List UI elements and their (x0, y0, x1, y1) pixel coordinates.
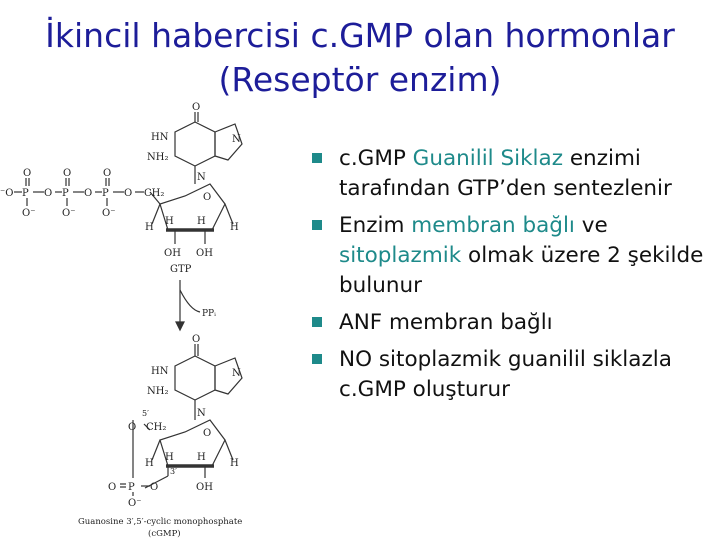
gtp-ring-o-label: O (203, 192, 212, 203)
slide-title (0, 14, 720, 102)
bullet-highlight-text: sitoplazmik (339, 243, 462, 268)
bullet-highlight-text: membran bağlı (411, 213, 575, 238)
bullet-item (310, 308, 710, 338)
gtp-nh2-label: NH₂ (147, 152, 169, 163)
bullet-item (310, 144, 710, 204)
bullet-item (310, 345, 710, 405)
bullet-text: c.GMP (339, 146, 413, 171)
cgmp-hn-label: HN (151, 366, 169, 377)
p-gamma-label: P (102, 188, 109, 199)
gtp-label: GTP (170, 264, 192, 275)
caption-line-2: (cGMP) (148, 529, 181, 539)
cgmp-ring-n-label: N (197, 408, 206, 419)
gtp-h-3-label: H (197, 216, 206, 227)
bullet-text: Enzim (339, 213, 412, 238)
cgmp-o-label: O (192, 334, 201, 345)
p-beta-label: P (62, 188, 69, 199)
bullet-text: ve (574, 213, 608, 238)
bullet-highlight-text: Guanilil Siklaz (412, 146, 563, 171)
gtp-to-cgmp-reaction-diagram (0, 100, 300, 540)
gtp-hn-label: HN (151, 132, 169, 143)
caption-line-1: Guanosine 3′,5′-cyclic monophosphate (78, 517, 243, 527)
o-bridge-2-label: O (84, 188, 93, 199)
o-top-2-label: O (63, 168, 72, 179)
cgmp-n-label: N (232, 368, 241, 379)
cgmp-oh-label: OH (196, 482, 213, 493)
cgmp-o-5-label: O (128, 422, 137, 433)
cgmp-o-double-label: O (108, 482, 117, 493)
o-top-1-label: O (23, 168, 32, 179)
bullet-text: NO sitoplazmik guanilil siklazla c.GMP oluşturur (339, 347, 672, 402)
p-alpha-label: P (22, 188, 29, 199)
square-bullet-icon (312, 153, 322, 163)
prime-3-label: 3′ (170, 467, 177, 476)
gtp-h-1-label: H (145, 222, 154, 233)
bullet-item (310, 211, 710, 301)
o-top-3-label: O (103, 168, 112, 179)
title-line-2: (Reseptör enzim) (218, 60, 502, 99)
cgmp-p-label: P (128, 482, 135, 493)
gtp-oh-2-label: OH (196, 248, 213, 259)
bullet-list (310, 144, 710, 412)
gtp-oh-1-label: OH (164, 248, 181, 259)
cgmp-h-2-label: H (165, 452, 174, 463)
gtp-h-2-label: H (165, 216, 174, 227)
cgmp-h-1-label: H (145, 458, 154, 469)
gtp-n-label: N (232, 134, 241, 145)
o-minus-label: ⁻O (0, 188, 14, 199)
cgmp-h-3-label: H (197, 452, 206, 463)
prime-5-label: 5′ (142, 409, 149, 418)
ch2-label: CH₂ (144, 188, 165, 199)
title-line-1: İkincil habercisi c.GMP olan hormonlar (45, 16, 675, 55)
gtp-o-label: O (192, 102, 201, 113)
o-bridge-1-label: O (44, 188, 53, 199)
cgmp-o-3-label: O (150, 482, 159, 493)
gtp-ring-n-label: N (197, 172, 206, 183)
square-bullet-icon (312, 354, 322, 364)
o-minus-bottom-1-label: O⁻ (22, 208, 36, 219)
cgmp-nh2-label: NH₂ (147, 386, 169, 397)
square-bullet-icon (312, 317, 322, 327)
bullet-text: ANF membran bağlı (339, 310, 553, 335)
gtp-h-4-label: H (230, 222, 239, 233)
bullet-text: olmak üzere 2 şekilde bulunur (339, 243, 704, 298)
reaction-svg (0, 100, 300, 540)
ppi-label: PPᵢ (202, 309, 216, 319)
o-minus-bottom-3-label: O⁻ (102, 208, 116, 219)
square-bullet-icon (312, 220, 322, 230)
o-bridge-3-label: O (124, 188, 133, 199)
o-minus-bottom-2-label: O⁻ (62, 208, 76, 219)
bullet-text: enzimi tarafından GTP’den sentezlenir (339, 146, 672, 201)
cgmp-o-minus-label: O⁻ (128, 498, 142, 509)
cgmp-ring-o-label: O (203, 428, 212, 439)
cgmp-h-4-label: H (230, 458, 239, 469)
cgmp-ch2-label: CH₂ (146, 422, 167, 433)
